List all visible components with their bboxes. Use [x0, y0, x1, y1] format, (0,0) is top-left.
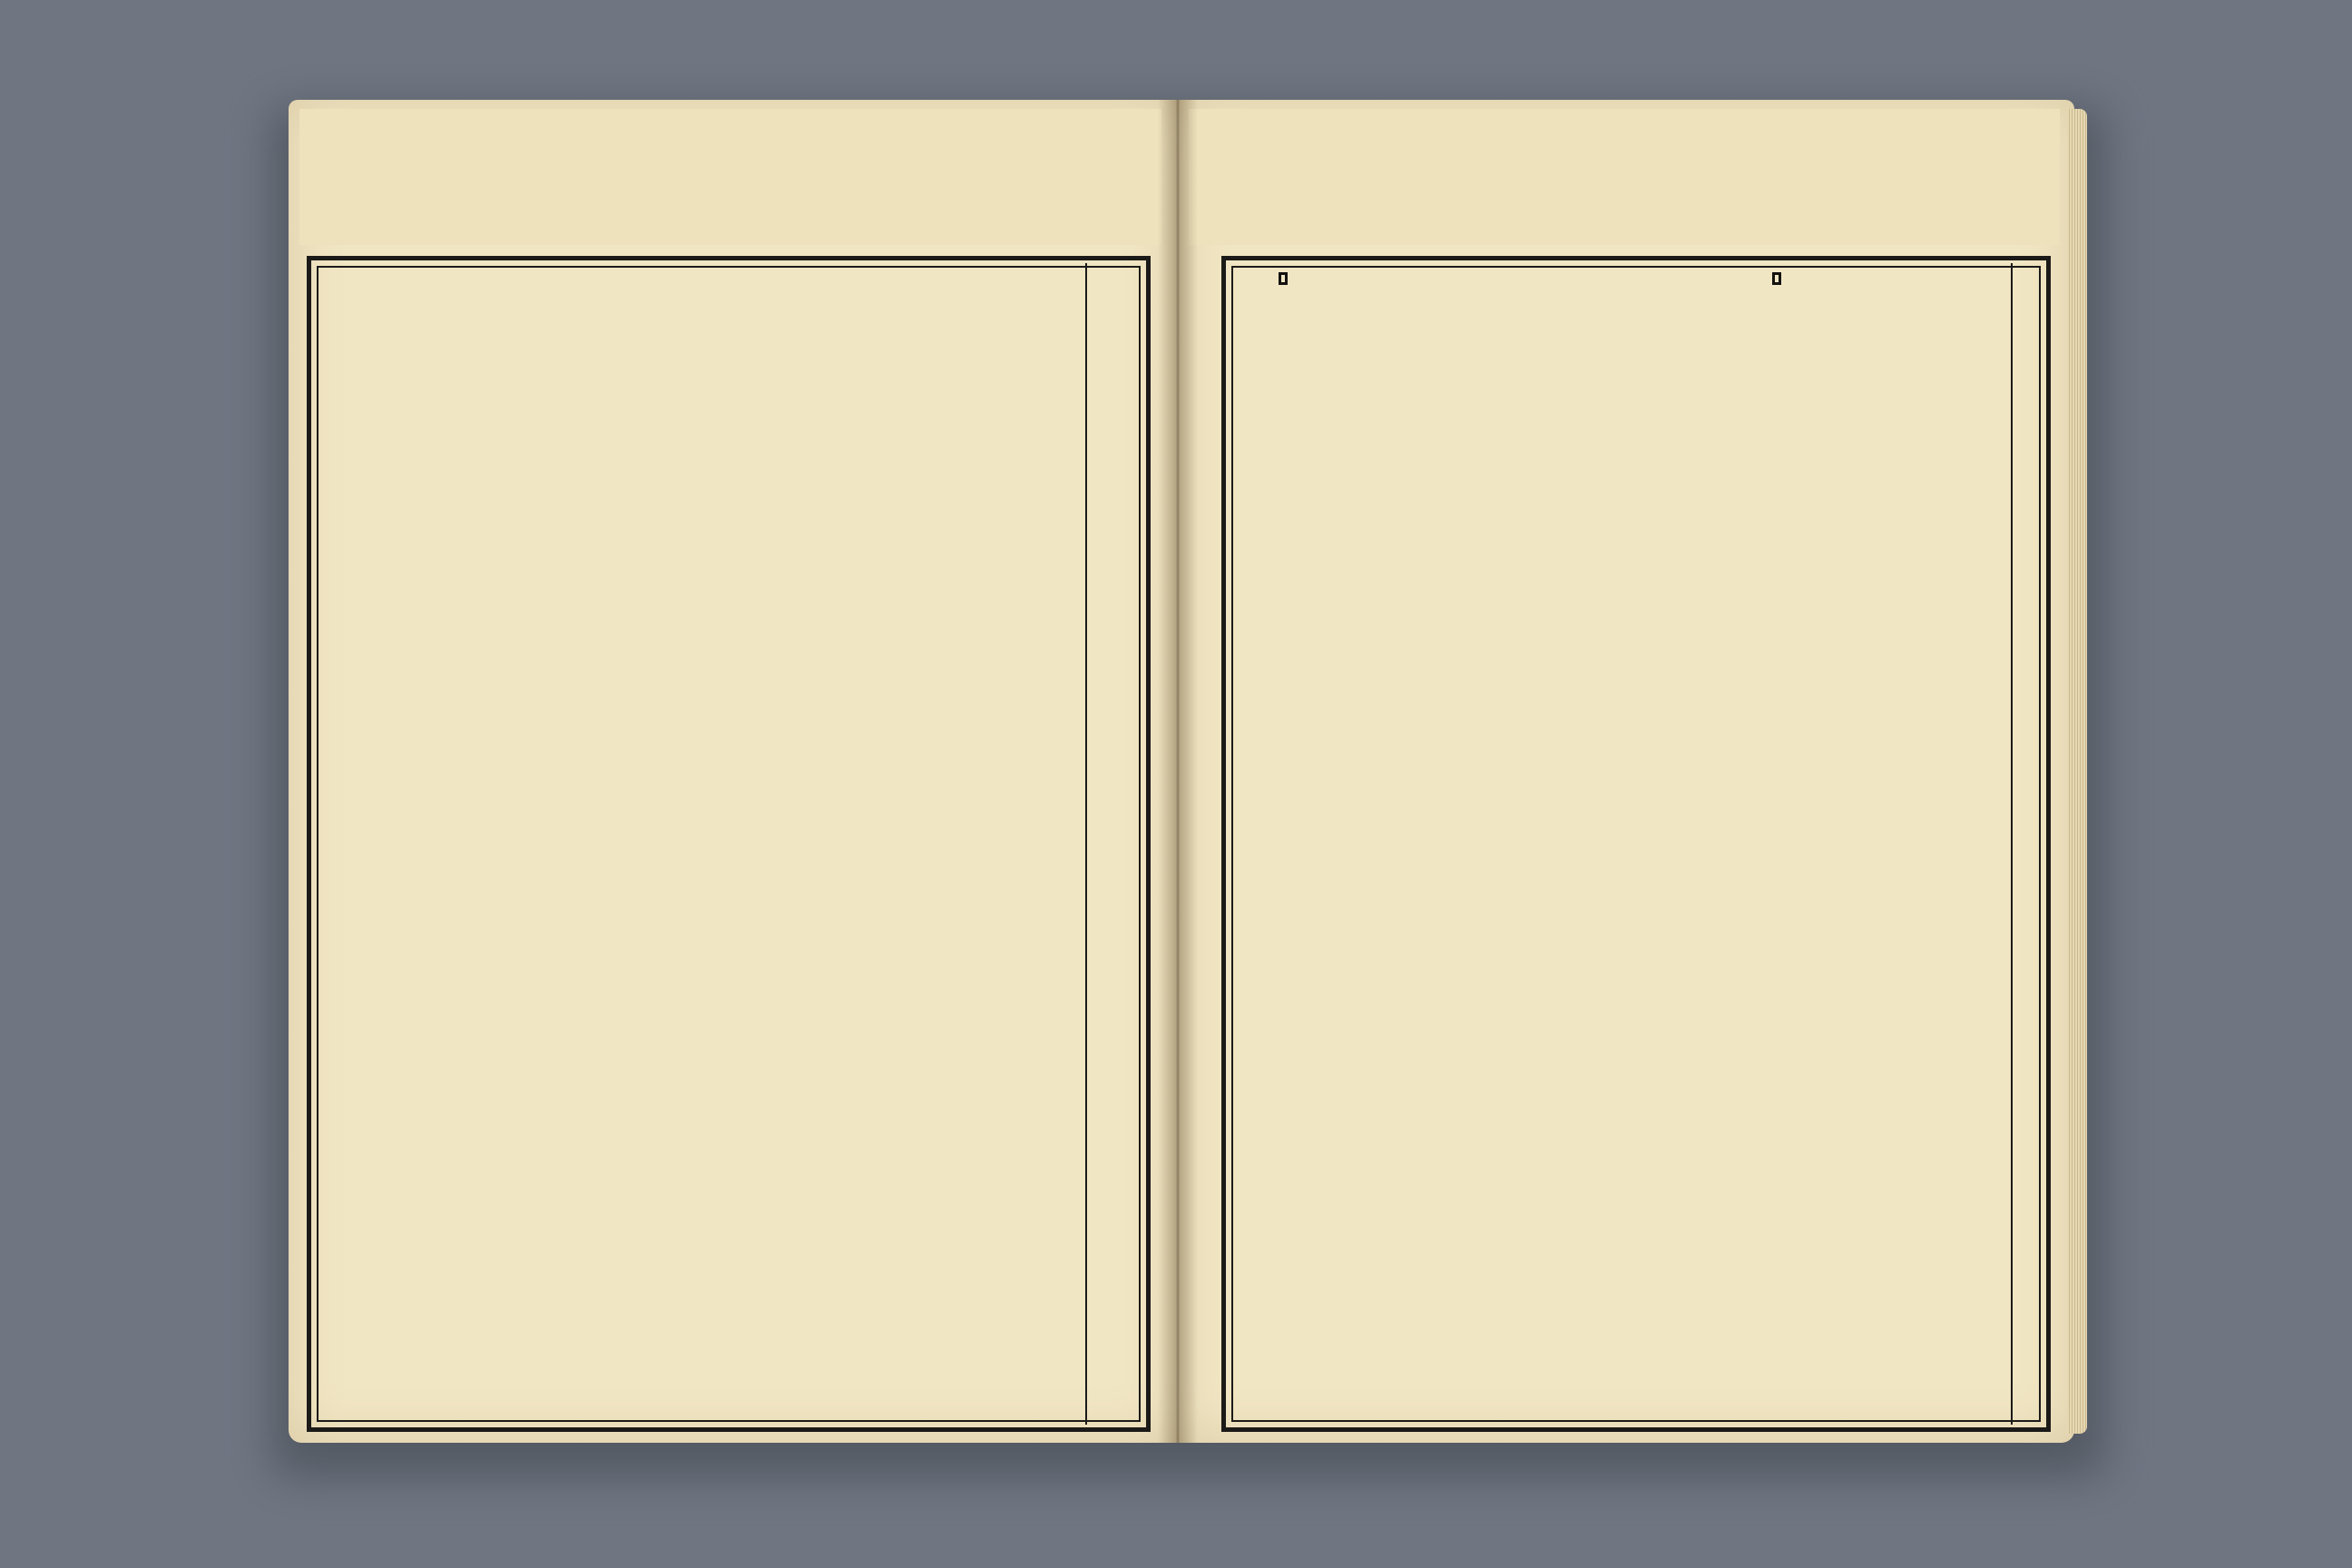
left-top-margin	[299, 109, 1161, 245]
header-rule	[1085, 263, 1087, 1425]
classic-text-column	[1728, 272, 1826, 1252]
page-edges	[2067, 109, 2087, 1434]
zhuan-text-column	[1234, 272, 1332, 1180]
jing-label	[1772, 272, 1781, 285]
right-page-frame	[1221, 256, 2051, 1432]
right-header-rule	[2011, 263, 2013, 1425]
left-page-frame	[307, 256, 1151, 1432]
right-top-margin	[1189, 109, 2060, 245]
book-gutter	[1158, 100, 1198, 1443]
zhuan-label	[1279, 272, 1288, 285]
